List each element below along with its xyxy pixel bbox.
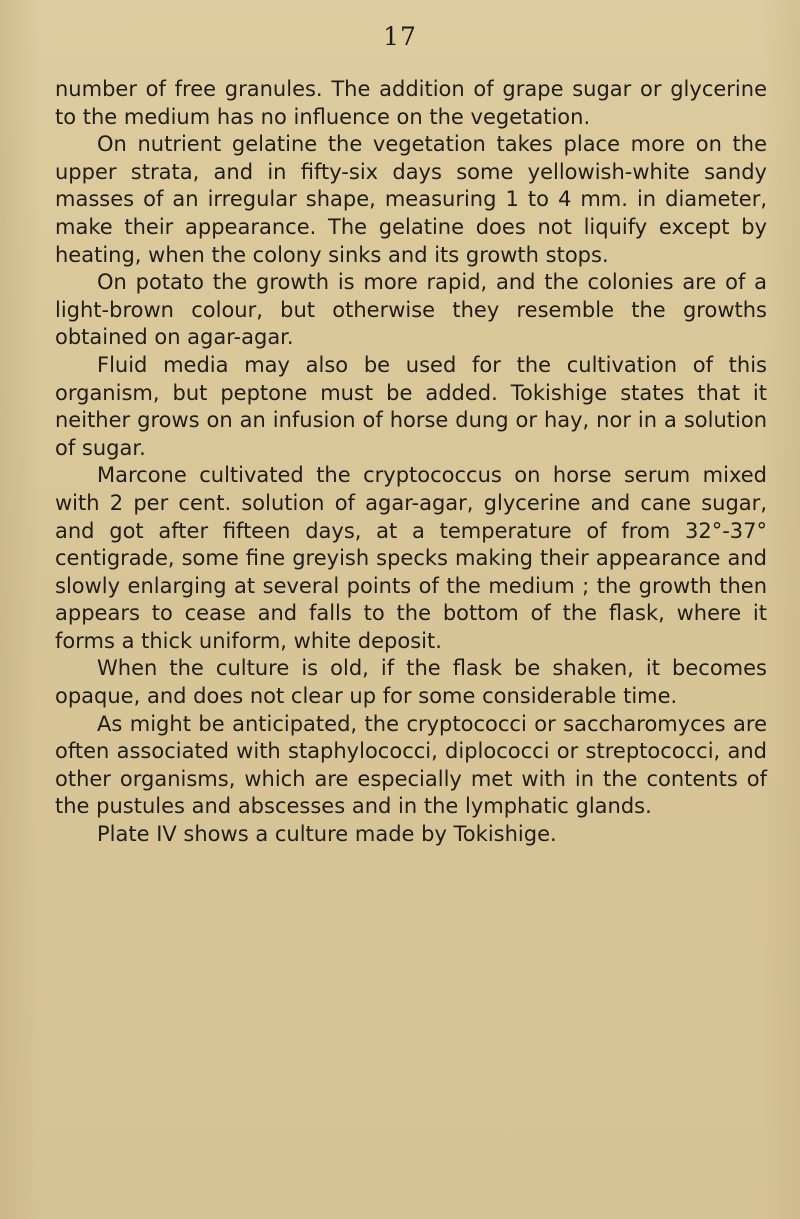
paragraph-8: Plate IV shows a culture made by Tokishige. [97, 822, 557, 847]
body-text [55, 76, 767, 849]
page-number: 17 [383, 22, 417, 51]
paragraph-2: On nutrient gelatine the vegetation takes place more on the upper strata, and in fifty-six days some yellowish-white sandy masses of an irregular shape, measuring 1 to 4 mm. in diameter, make their appearance. The gelatine does not liquify except by heating, when the colony sinks and its growth stops. [55, 132, 767, 267]
paragraph-5: Marcone cultivated the cryptococcus on horse serum mixed with 2 per cent. solution of agar-agar, glycerine and cane sugar, and got after fifteen days, at a temperature of from 32°-37° centigrade, some fine greyish specks making their appearance and slowly enlarging at several points of the medium ; the growth then appears to cease and falls to the bottom of the flask, where it forms a thick uniform, white deposit. [55, 463, 767, 653]
paragraph-3: On potato the growth is more rapid, and the colonies are of a light-brown colour, but otherwise they resemble the growths obtained on agar-agar. [55, 270, 767, 350]
paragraph-4: Fluid media may also be used for the cultivation of this organism, but peptone must be added. Tokishige states that it neither grows on an infusion of horse dung or hay, nor in a solution of sugar. [55, 352, 767, 460]
paragraph-7: As might be anticipated, the cryptococci or saccharomyces are often associated with staphylococci, diplococci or streptococci, and other organisms, which are especially met with in the contents of the pustules and abscesses and in the lymphatic glands. [55, 711, 767, 819]
paragraph-1: number of free granules. The addition of grape sugar or glycerine to the medium has no influence on the vegetation. [55, 77, 767, 129]
paragraph-6: When the culture is old, if the flask be shaken, it becomes opaque, and does not clear up for some considerable time. [55, 656, 767, 709]
